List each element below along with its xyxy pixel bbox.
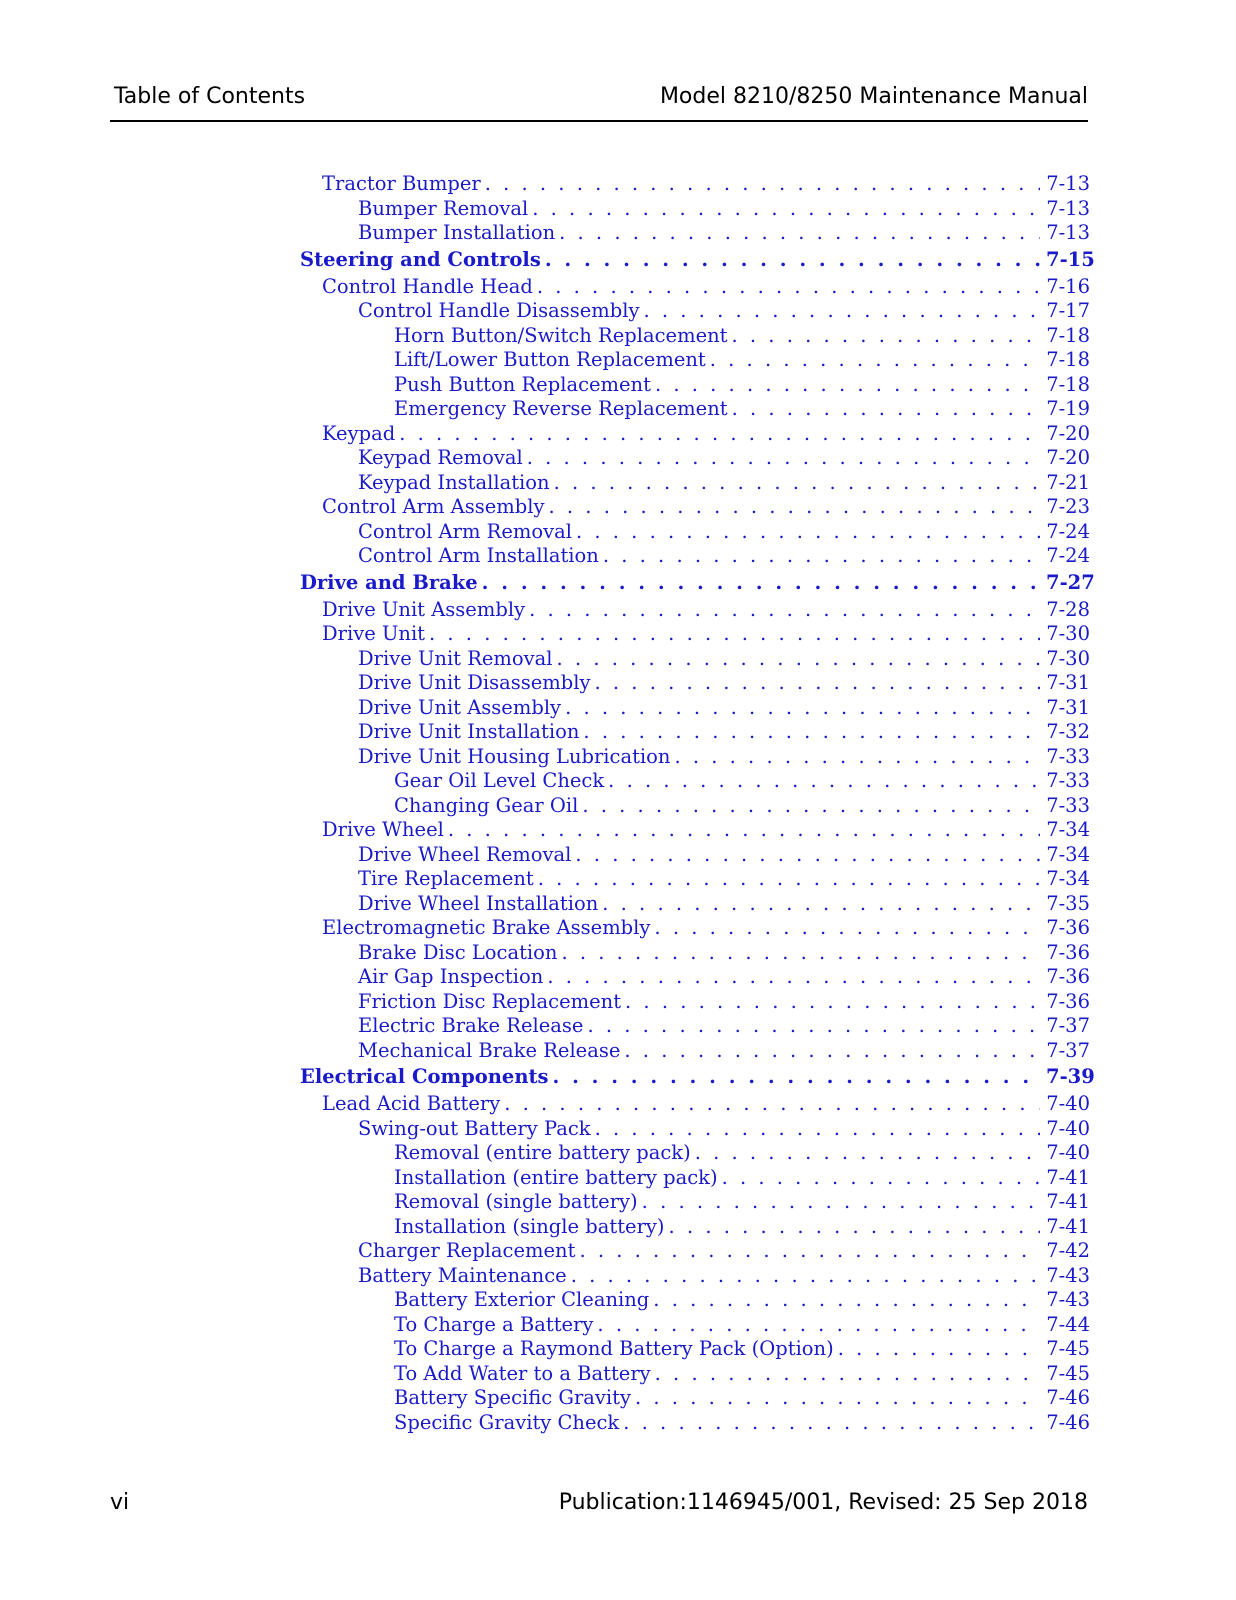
- toc-entry-page: 7-43: [1046, 1288, 1090, 1311]
- toc-entry-page: 7-37: [1046, 1014, 1090, 1037]
- toc-dot-leader: [547, 965, 1040, 988]
- toc-entry-title: Battery Maintenance: [358, 1263, 567, 1287]
- toc-entry-page: 7-44: [1046, 1312, 1090, 1336]
- toc-entry-title: Lead Acid Battery: [322, 1092, 501, 1115]
- toc-entry-title: To Charge a Raymond Battery Pack (Option): [394, 1337, 834, 1360]
- toc-entry-link[interactable]: [300, 867, 1090, 892]
- page-number: vi: [110, 1490, 130, 1515]
- toc-entry-link[interactable]: [300, 275, 1090, 300]
- toc-entry-title: To Charge a Battery: [394, 1312, 594, 1336]
- toc-dot-leader: [602, 892, 1040, 915]
- toc-dot-leader: [576, 520, 1040, 543]
- toc-entry-page: 7-18: [1046, 323, 1090, 347]
- toc-entry-page: 7-36: [1046, 940, 1090, 964]
- toc-dot-leader: [482, 571, 1040, 594]
- toc-entry-link[interactable]: [300, 446, 1090, 471]
- toc-entry-page: 7-39: [1046, 1065, 1095, 1088]
- toc-entry-link[interactable]: [300, 647, 1090, 672]
- toc-entry-page: 7-23: [1046, 495, 1090, 518]
- toc-entry-title: Drive Wheel Installation: [358, 891, 599, 915]
- toc-entry-link[interactable]: [300, 397, 1090, 422]
- toc-entry-title: Installation (entire battery pack): [394, 1165, 718, 1189]
- toc-entry-link[interactable]: [300, 671, 1090, 696]
- toc-entry-link[interactable]: [300, 495, 1090, 520]
- toc-entry-title: Keypad Installation: [358, 470, 550, 494]
- toc-dot-leader: [732, 324, 1040, 347]
- toc-entry-title: Tractor Bumper: [322, 172, 481, 195]
- toc-dot-leader: [655, 1362, 1040, 1385]
- toc-entry-title: Drive Unit: [322, 622, 426, 645]
- toc-entry-title: Drive Unit Installation: [358, 720, 580, 743]
- toc-dot-leader: [553, 1065, 1041, 1088]
- toc-dot-leader: [674, 745, 1040, 768]
- toc-dot-leader: [653, 1288, 1040, 1311]
- toc-dot-leader: [582, 794, 1040, 817]
- toc-entry-page: 7-19: [1046, 397, 1090, 420]
- toc-dot-leader: [623, 1411, 1040, 1434]
- toc-entry-link[interactable]: [300, 1264, 1090, 1289]
- toc-entry-title: Drive Unit Assembly: [358, 695, 562, 719]
- toc-entry-title: Friction Disc Replacement: [358, 989, 622, 1013]
- toc-dot-leader: [529, 598, 1040, 621]
- toc-entry-link[interactable]: [300, 1386, 1090, 1411]
- toc-entry-page: 7-13: [1046, 196, 1090, 220]
- toc-entry-page: 7-13: [1046, 172, 1090, 195]
- toc-dot-leader: [695, 1141, 1040, 1164]
- toc-entry-title: Battery Exterior Cleaning: [394, 1288, 650, 1311]
- toc-entry-title: Push Button Replacement: [394, 372, 651, 396]
- toc-entry-link[interactable]: [300, 720, 1090, 745]
- toc-entry-title: Bumper Installation: [358, 221, 556, 244]
- toc-entry-title: Control Handle Disassembly: [358, 299, 640, 322]
- toc-entry-link[interactable]: [300, 1166, 1090, 1191]
- toc-entry-page: 7-32: [1046, 720, 1090, 743]
- toc-entry-link[interactable]: [300, 197, 1090, 222]
- toc-dot-leader: [538, 867, 1040, 890]
- toc-dot-leader: [654, 916, 1040, 939]
- toc-dot-leader: [635, 1386, 1040, 1409]
- toc-entry-title: Control Handle Head: [322, 274, 533, 298]
- toc-entry-title: Electrical Components: [300, 1065, 549, 1088]
- toc-entry-link[interactable]: [300, 1117, 1090, 1142]
- toc-entry-page: 7-37: [1046, 1038, 1090, 1062]
- toc-dot-leader: [485, 172, 1040, 195]
- toc-dot-leader: [608, 769, 1040, 792]
- toc-entry-link[interactable]: [300, 1190, 1090, 1215]
- toc-entry-page: 7-46: [1046, 1386, 1090, 1409]
- toc-entry-title: Mechanical Brake Release: [358, 1038, 621, 1062]
- toc-entry-page: 7-36: [1046, 916, 1090, 939]
- toc-entry-link[interactable]: [300, 544, 1090, 569]
- toc-entry-page: 7-40: [1046, 1141, 1090, 1164]
- header-manual-title: Model 8210/8250 Maintenance Manual: [659, 84, 1088, 109]
- toc-entry-link[interactable]: [300, 172, 1090, 197]
- toc-section-link[interactable]: [300, 569, 1095, 598]
- toc-entry-page: 7-30: [1046, 622, 1090, 645]
- toc-entry-link[interactable]: [300, 324, 1090, 349]
- toc-entry-page: 7-15: [1046, 247, 1095, 271]
- toc-entry-title: Drive Unit Removal: [358, 646, 553, 670]
- toc-entry-title: Changing Gear Oil: [394, 793, 579, 817]
- toc-entry-link[interactable]: [300, 598, 1090, 623]
- toc-entry-link[interactable]: [300, 1039, 1090, 1064]
- toc-entry-link[interactable]: [300, 745, 1090, 770]
- toc-dot-leader: [625, 990, 1040, 1013]
- toc-entry-link[interactable]: [300, 221, 1090, 246]
- toc-entry-link[interactable]: [300, 916, 1090, 941]
- toc-entry-page: 7-31: [1046, 695, 1090, 719]
- toc-entry-link[interactable]: [300, 696, 1090, 721]
- toc-entry-link[interactable]: [300, 818, 1090, 843]
- toc-entry-title: Specific Gravity Check: [394, 1410, 620, 1434]
- toc-entry-title: Tire Replacement: [358, 867, 534, 890]
- toc-section-link[interactable]: [300, 1063, 1095, 1092]
- toc-dot-leader: [583, 720, 1040, 743]
- toc-dot-leader: [603, 544, 1040, 567]
- toc-entry-page: 7-21: [1046, 470, 1090, 494]
- toc-dot-leader: [595, 1117, 1040, 1140]
- toc-entry-title: Installation (single battery): [394, 1214, 665, 1238]
- page-header: [110, 80, 1088, 122]
- toc-dot-leader: [554, 471, 1040, 494]
- toc-entry-link[interactable]: [300, 1141, 1090, 1166]
- toc-entry-title: Swing-out Battery Pack: [358, 1116, 591, 1140]
- toc-dot-leader: [655, 373, 1040, 396]
- toc-entry-page: 7-30: [1046, 646, 1090, 670]
- toc-dot-leader: [561, 941, 1040, 964]
- toc-entry-title: Control Arm Installation: [358, 544, 599, 567]
- publication-info: Publication:1146945/001, Revised: 25 Sep 2018: [558, 1490, 1088, 1515]
- toc-dot-leader: [595, 671, 1041, 694]
- toc-dot-leader: [559, 221, 1040, 244]
- toc-entry-page: 7-24: [1046, 519, 1090, 543]
- toc-dot-leader: [537, 275, 1040, 298]
- toc-entry-title: Drive and Brake: [300, 570, 478, 594]
- toc-entry-title: Control Arm Removal: [358, 519, 572, 543]
- toc-entry-link[interactable]: [300, 892, 1090, 917]
- toc-dot-leader: [545, 248, 1040, 271]
- toc-entry-page: 7-36: [1046, 965, 1090, 988]
- toc-entry-page: 7-41: [1046, 1165, 1090, 1189]
- toc-dot-leader: [429, 622, 1040, 645]
- toc-entry-page: 7-20: [1046, 446, 1090, 469]
- toc-entry-page: 7-34: [1046, 818, 1090, 841]
- toc-entry-link[interactable]: [300, 348, 1090, 373]
- toc-entry-page: 7-33: [1046, 769, 1090, 792]
- toc-entry-link[interactable]: [300, 1411, 1090, 1436]
- toc-entry-link[interactable]: [300, 422, 1090, 447]
- toc-entry-link[interactable]: [300, 520, 1090, 545]
- toc-entry-page: 7-34: [1046, 842, 1090, 866]
- toc-entry-title: Gear Oil Level Check: [394, 769, 605, 792]
- toc-entry-title: Drive Unit Assembly: [322, 597, 526, 621]
- toc-entry-page: 7-31: [1046, 671, 1090, 694]
- toc-dot-leader: [575, 843, 1040, 866]
- toc-entry-page: 7-27: [1046, 570, 1095, 594]
- toc-entry-link[interactable]: [300, 1239, 1090, 1264]
- toc-dot-leader: [710, 348, 1040, 371]
- toc-entry-page: 7-17: [1046, 299, 1090, 322]
- toc-entry-page: 7-35: [1046, 891, 1090, 915]
- toc-entry-title: To Add Water to a Battery: [394, 1361, 651, 1385]
- toc-entry-link[interactable]: [300, 471, 1090, 496]
- toc-entry-page: 7-40: [1046, 1092, 1090, 1115]
- toc-entry-page: 7-18: [1046, 348, 1090, 371]
- toc-entry-page: 7-41: [1046, 1214, 1090, 1238]
- toc-entry-page: 7-42: [1046, 1239, 1090, 1262]
- toc-dot-leader: [557, 647, 1040, 670]
- toc-entry-title: Battery Specific Gravity: [394, 1386, 631, 1409]
- toc-entry-page: 7-40: [1046, 1116, 1090, 1140]
- toc-entry-link[interactable]: [300, 373, 1090, 398]
- table-of-contents: [300, 172, 1095, 1435]
- toc-entry-link[interactable]: [300, 990, 1090, 1015]
- toc-entry-title: Charger Replacement: [358, 1239, 576, 1262]
- toc-entry-link[interactable]: [300, 1215, 1090, 1240]
- toc-dot-leader: [549, 495, 1040, 518]
- header-section-title: Table of Contents: [114, 84, 306, 109]
- toc-dot-leader: [669, 1215, 1040, 1238]
- toc-entry-link[interactable]: [300, 843, 1090, 868]
- toc-entry-title: Removal (single battery): [394, 1190, 638, 1213]
- toc-entry-title: Removal (entire battery pack): [394, 1141, 691, 1164]
- toc-dot-leader: [579, 1239, 1040, 1262]
- toc-entry-title: Drive Wheel: [322, 818, 444, 841]
- toc-entry-page: 7-45: [1046, 1361, 1090, 1385]
- toc-entry-title: Brake Disc Location: [358, 940, 558, 964]
- toc-dot-leader: [504, 1092, 1040, 1115]
- toc-entry-link[interactable]: [300, 1362, 1090, 1387]
- toc-dot-leader: [642, 1190, 1040, 1213]
- toc-dot-leader: [722, 1166, 1040, 1189]
- toc-dot-leader: [597, 1313, 1040, 1336]
- toc-entry-title: Emergency Reverse Replacement: [394, 397, 728, 420]
- toc-entry-page: 7-33: [1046, 793, 1090, 817]
- toc-entry-title: Keypad Removal: [358, 446, 523, 469]
- toc-entry-page: 7-20: [1046, 421, 1090, 445]
- toc-entry-page: 7-34: [1046, 867, 1090, 890]
- toc-entry-link[interactable]: [300, 1092, 1090, 1117]
- toc-entry-title: Lift/Lower Button Replacement: [394, 348, 706, 371]
- toc-dot-leader: [527, 446, 1040, 469]
- toc-entry-page: 7-13: [1046, 221, 1090, 244]
- toc-entry-title: Horn Button/Switch Replacement: [394, 323, 728, 347]
- toc-dot-leader: [565, 696, 1040, 719]
- toc-section-link[interactable]: [300, 246, 1095, 275]
- toc-entry-link[interactable]: [300, 1313, 1090, 1338]
- toc-entry-title: Drive Wheel Removal: [358, 842, 572, 866]
- toc-entry-title: Air Gap Inspection: [358, 965, 544, 988]
- toc-dot-leader: [587, 1014, 1040, 1037]
- toc-entry-title: Keypad: [322, 421, 396, 445]
- toc-entry-page: 7-16: [1046, 274, 1090, 298]
- toc-entry-link[interactable]: [300, 299, 1090, 324]
- toc-dot-leader: [838, 1337, 1040, 1360]
- toc-entry-link[interactable]: [300, 769, 1090, 794]
- toc-entry-title: Drive Unit Disassembly: [358, 671, 591, 694]
- toc-entry-page: 7-18: [1046, 372, 1090, 396]
- toc-entry-link[interactable]: [300, 1288, 1090, 1313]
- toc-entry-page: 7-28: [1046, 597, 1090, 621]
- toc-entry-title: Bumper Removal: [358, 196, 529, 220]
- toc-entry-title: Control Arm Assembly: [322, 495, 545, 518]
- toc-entry-page: 7-45: [1046, 1337, 1090, 1360]
- toc-dot-leader: [399, 422, 1040, 445]
- toc-entry-title: Steering and Controls: [300, 247, 541, 271]
- toc-entry-title: Electromagnetic Brake Assembly: [322, 916, 651, 939]
- toc-entry-page: 7-24: [1046, 544, 1090, 567]
- toc-dot-leader: [624, 1039, 1040, 1062]
- toc-dot-leader: [732, 397, 1040, 420]
- toc-entry-link[interactable]: [300, 622, 1090, 647]
- toc-dot-leader: [643, 299, 1040, 322]
- toc-dot-leader: [448, 818, 1040, 841]
- toc-entry-page: 7-41: [1046, 1190, 1090, 1213]
- toc-entry-title: Electric Brake Release: [358, 1014, 584, 1037]
- toc-entry-link[interactable]: [300, 794, 1090, 819]
- toc-entry-title: Drive Unit Housing Lubrication: [358, 744, 671, 768]
- toc-entry-link[interactable]: [300, 941, 1090, 966]
- toc-entry-link[interactable]: [300, 965, 1090, 990]
- toc-entry-link[interactable]: [300, 1337, 1090, 1362]
- toc-entry-page: 7-33: [1046, 744, 1090, 768]
- toc-entry-link[interactable]: [300, 1014, 1090, 1039]
- toc-entry-page: 7-36: [1046, 989, 1090, 1013]
- toc-dot-leader: [571, 1264, 1040, 1287]
- toc-entry-page: 7-43: [1046, 1263, 1090, 1287]
- toc-dot-leader: [532, 197, 1040, 220]
- toc-entry-page: 7-46: [1046, 1410, 1090, 1434]
